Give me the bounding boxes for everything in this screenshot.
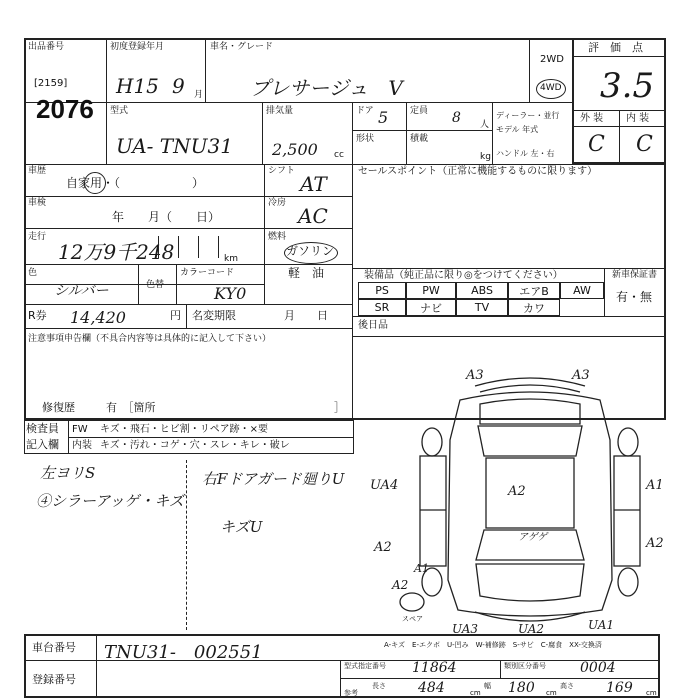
divider (24, 164, 666, 165)
interior-label: 内 装 (626, 113, 650, 124)
divider (572, 126, 666, 127)
mark-a2-right: A2 (646, 536, 664, 551)
inspector-row2-prefix: 内装 (72, 440, 92, 451)
name-grade-label: 車名・グレード (210, 42, 274, 52)
deadline-label: 名変期限 (192, 309, 236, 322)
damage-legend: A-キズ E-エクボ U-凹み W-補修跡 S-サビ C-腐食 XX-交換済 (384, 641, 602, 649)
category-label: 類別区分番号 (504, 662, 546, 670)
divider (205, 38, 206, 102)
divider (340, 678, 660, 679)
repair-value: 有 ［箇所 (106, 401, 156, 414)
divider (68, 437, 354, 438)
drive-4wd: 4WD (540, 83, 562, 93)
first-reg-era: H15 (116, 74, 159, 98)
divider (24, 102, 572, 103)
history-value: 自家用・（ ） (66, 176, 205, 190)
handle-label: ハンドル 左・右 (496, 149, 555, 158)
divider (186, 460, 187, 630)
divider (158, 236, 159, 258)
divider (492, 102, 493, 164)
mileage-value: 12万9千248 (58, 240, 175, 264)
inspection-value: 年 月（ 日） (112, 210, 221, 224)
mark-a2-bottom: A2 (392, 578, 409, 592)
inspector-row1: キズ・飛石・ヒビ割・リペア跡・×要 (100, 424, 268, 435)
mark-a3-right: A3 (572, 368, 590, 383)
equipment-leather: カワ (508, 299, 560, 316)
lot-label: 出品番号 (28, 42, 65, 52)
divider (24, 328, 352, 329)
height-label: 高さ (560, 682, 574, 690)
capacity-label: 定員 (410, 106, 429, 116)
repair-label: 修復歴 (42, 401, 75, 414)
aircon-value: AC (298, 204, 328, 228)
divider (96, 634, 97, 698)
divider (352, 336, 666, 337)
fuel-option-diesel: 軽 油 (288, 266, 325, 280)
inspector-row2: キズ・汚れ・コゲ・穴・スレ・キレ・破レ (100, 440, 290, 451)
model-label: 型式 (110, 106, 129, 116)
equipment-tv: TV (456, 299, 508, 316)
equipment-pw: PW (406, 282, 456, 299)
tone-label: 色替 (146, 280, 165, 290)
mark-a2-left: A2 (374, 540, 392, 555)
doors-value: 5 (378, 108, 389, 127)
color-value: シルバー (54, 283, 109, 299)
divider (572, 56, 666, 57)
color-code-value: KY0 (214, 284, 247, 303)
type-cert-value: 11864 (412, 660, 457, 676)
displacement-unit: cc (334, 150, 344, 160)
first-reg-label: 初度登録年月 (110, 42, 165, 52)
equipment-airbag: エアB (508, 282, 560, 299)
car-damage-diagram (380, 360, 680, 640)
month-unit: 月 (194, 90, 204, 100)
divider (106, 38, 107, 164)
load-label: 積載 (410, 134, 429, 144)
shape-label: 形状 (356, 134, 375, 144)
equipment-aw: AW (560, 282, 604, 299)
displacement-value: 2,500 (272, 140, 318, 159)
mark-ua4: UA4 (370, 478, 399, 493)
divider (262, 102, 263, 164)
divider (352, 316, 666, 317)
divider (352, 164, 353, 420)
load-unit: kg (480, 152, 491, 162)
divider (24, 196, 352, 197)
warranty-value: 有・無 (616, 290, 653, 304)
exterior-label: 外 装 (580, 113, 604, 124)
interior-grade: C (636, 132, 653, 157)
divider (24, 304, 352, 305)
inspector-label-2: 記入欄 (26, 438, 59, 451)
fuel-label: 燃料 (268, 232, 287, 242)
recycle-label: R券 (28, 309, 47, 322)
divider (352, 130, 492, 131)
first-reg-month: 9 (172, 74, 185, 98)
equipment-navi: ナビ (406, 299, 456, 316)
exterior-grade: C (588, 132, 605, 157)
divider (352, 102, 353, 164)
note-line-1: 左ヨリS (40, 464, 96, 482)
recycle-value: 14,420 (70, 308, 126, 327)
history-circle (84, 172, 106, 194)
type-cert-label: 型式指定番号 (344, 662, 386, 670)
mark-ua3: UA3 (452, 622, 479, 636)
shift-label: シフト (268, 166, 296, 176)
mark-ua1: UA1 (588, 618, 615, 632)
inspector-row1-prefix: FW (72, 424, 88, 435)
divider (198, 236, 199, 258)
width-unit: cm (546, 689, 557, 697)
divider (178, 236, 179, 258)
arrival-label: 後日品 (358, 320, 388, 331)
warranty-label: 新車保証書 (612, 270, 658, 280)
divider (619, 110, 620, 164)
recycle-unit: 円 (170, 309, 181, 322)
mark-a2-center: A2 (508, 484, 526, 499)
score-label: 評 価 点 (588, 41, 643, 54)
divider (604, 268, 605, 316)
divider (264, 164, 265, 304)
height-value: 169 (606, 680, 633, 696)
note-line-3: 右Fドアガード廻りU (202, 470, 345, 488)
fuel-option-gasoline: ガソリン (286, 244, 335, 258)
divider (186, 304, 187, 328)
length-unit: cm (470, 689, 481, 697)
width-value: 180 (508, 680, 535, 696)
note-line-4: キズU (220, 518, 263, 536)
history-label: 車歴 (28, 166, 47, 176)
mileage-unit: km (224, 254, 238, 264)
width-label: 幅 (484, 682, 491, 690)
lot-number: 2076 (36, 94, 94, 124)
note-line-2: ④シラーアッゲ・キズ (36, 492, 184, 510)
equipment-label: 装備品（純正品に限り◎をつけてください） (364, 270, 563, 281)
length-label: 長さ (372, 682, 386, 690)
inspector-label-1: 検査員 (26, 422, 59, 435)
aircon-label: 冷房 (268, 198, 287, 208)
equipment-ps: PS (358, 282, 406, 299)
divider (218, 236, 219, 258)
color-label: 色 (28, 268, 38, 278)
doors-label: ドア (356, 106, 374, 116)
divider (340, 660, 341, 698)
mark-a1-left: A1 (414, 562, 429, 575)
divider (352, 268, 666, 269)
chassis-value: TNU31- 002551 (104, 642, 263, 663)
displacement-label: 排気量 (266, 106, 294, 116)
equipment-abs: ABS (456, 282, 508, 299)
repair-close: ］ (334, 401, 345, 414)
divider (176, 264, 177, 304)
drive-2wd: 2WD (540, 54, 564, 65)
registration-label: 登録番号 (32, 673, 76, 686)
mark-a3-left: A3 (466, 368, 484, 383)
height-unit: cm (646, 689, 657, 697)
sales-point-label: セールスポイント（正常に機能するものに限ります） (358, 166, 598, 177)
notes-label: 注意事項申告欄（不具合内容等は具体的に記入して下さい） (28, 334, 272, 344)
mark-spare: スペア (402, 615, 423, 623)
reference-label: 参考 (344, 689, 358, 697)
divider (500, 660, 501, 678)
fuel-circle (284, 242, 338, 264)
mark-a1-right: A1 (646, 478, 664, 493)
model-year-label: モデル 年式 (496, 125, 539, 134)
color-code-label: カラーコード (180, 268, 235, 278)
capacity-unit: 人 (480, 120, 490, 130)
equipment-sr: SR (358, 299, 406, 316)
mark-ua2: UA2 (518, 622, 545, 636)
chassis-label: 車台番号 (32, 641, 76, 654)
divider (138, 264, 139, 304)
inspection-label: 車検 (28, 198, 47, 208)
lot-small: [2159] (34, 78, 68, 89)
length-value: 484 (418, 680, 445, 696)
divider (24, 228, 352, 229)
capacity-value: 8 (452, 110, 461, 126)
category-value: 0004 (580, 660, 616, 676)
car-name: プレサージュ V (250, 76, 403, 100)
shift-value: AT (300, 172, 327, 196)
mark-ageg: アゲゲ (518, 532, 548, 543)
score-value: 3.5 (600, 66, 655, 106)
mileage-label: 走行 (28, 232, 47, 242)
divider (529, 38, 530, 102)
dealer-label: ディーラー・並行 (496, 111, 560, 120)
model-value: UA- TNU31 (116, 134, 233, 158)
deadline-value: 月 日 (284, 309, 328, 322)
divider (406, 102, 407, 164)
